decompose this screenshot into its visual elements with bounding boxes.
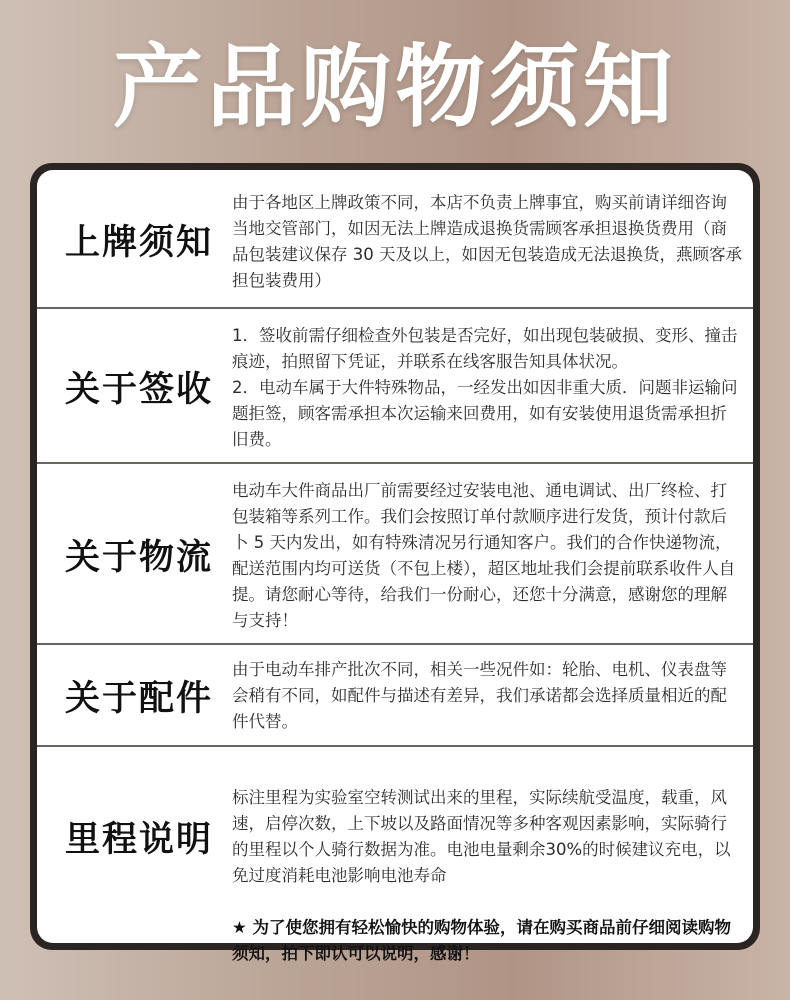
section-content bbox=[232, 759, 742, 967]
section-mileage bbox=[37, 747, 753, 963]
section-label: 关于配件 bbox=[64, 679, 213, 719]
section-logistics bbox=[37, 464, 753, 645]
section-label: 上牌须知 bbox=[64, 222, 213, 263]
section-receipt bbox=[37, 309, 753, 464]
section-label: 关于签收 bbox=[64, 369, 213, 410]
section-text: 电动车大件商品出厂前需要经过安装电池、通电调试、出厂终检、打包装箱等系列工作。我们会按照订单付款顺序进行发货，预计付款后卜 5 天内发出，如有特殊清况另行通知客户。我们的合作快递物流，配送范围内均可送货（不包上楼），超区地址我们会提前联系收件人自提。请您耐心等待，给我们一份耐心，还您十分满意，感谢您的理解与支持！ bbox=[232, 481, 736, 630]
notice-card bbox=[37, 170, 753, 963]
page-title: 产品购物须知 bbox=[113, 35, 677, 140]
section-label: 关于物流 bbox=[64, 537, 213, 578]
section-text: 由于电动车排产批次不同，相关一些况件如：轮胎、电机、仪表盘等会稍有不同，如配件与描述有差异，我们承诺都会选择质量相近的配件代替。 bbox=[232, 660, 727, 731]
section-text: 1．签收前需仔细检查外包装是否完好，如出现包装破损、变形、撞击痕迹，拍照留下凭证，并联系在线客服告知具体状况。 2．电动车属于大件特殊物品，一经发出如因非重大质．问题非运输问题拒签，顾客需承担本次运输来回费用，如有安装使用退货需承担折旧费。 bbox=[232, 326, 738, 449]
section-parts bbox=[37, 645, 753, 747]
section-plate-notice bbox=[37, 170, 753, 309]
section-text: 标注里程为实验室空转测试出来的里程，实际续航受温度，载重，风速，启停次数，上下坡以及路面情况等多种客观因素影响，实际骑行的里程以个人骑行数据为准。电池电量剩余30%的时候建议充电，以免过度消耗电池影响电池寿命 bbox=[232, 788, 731, 885]
section-label: 里程说明 bbox=[64, 820, 213, 860]
section-text: 由于各地区上牌政策不同，本店不负责上牌事宜，购买前请详细咨询当地交管部门，如因无法上牌造成退换货需顾客承担退换货费用（商品包装建议保存 30 天及以上，如因无包装造成无法退换货，燕顾客承担包装费用） bbox=[232, 193, 742, 290]
purchase-note: ★ 为了使您拥有轻松愉快的购物体验，请在购买商品前仔细阅读购物须知，拍下即认可以说明，感谢！ bbox=[232, 918, 732, 963]
